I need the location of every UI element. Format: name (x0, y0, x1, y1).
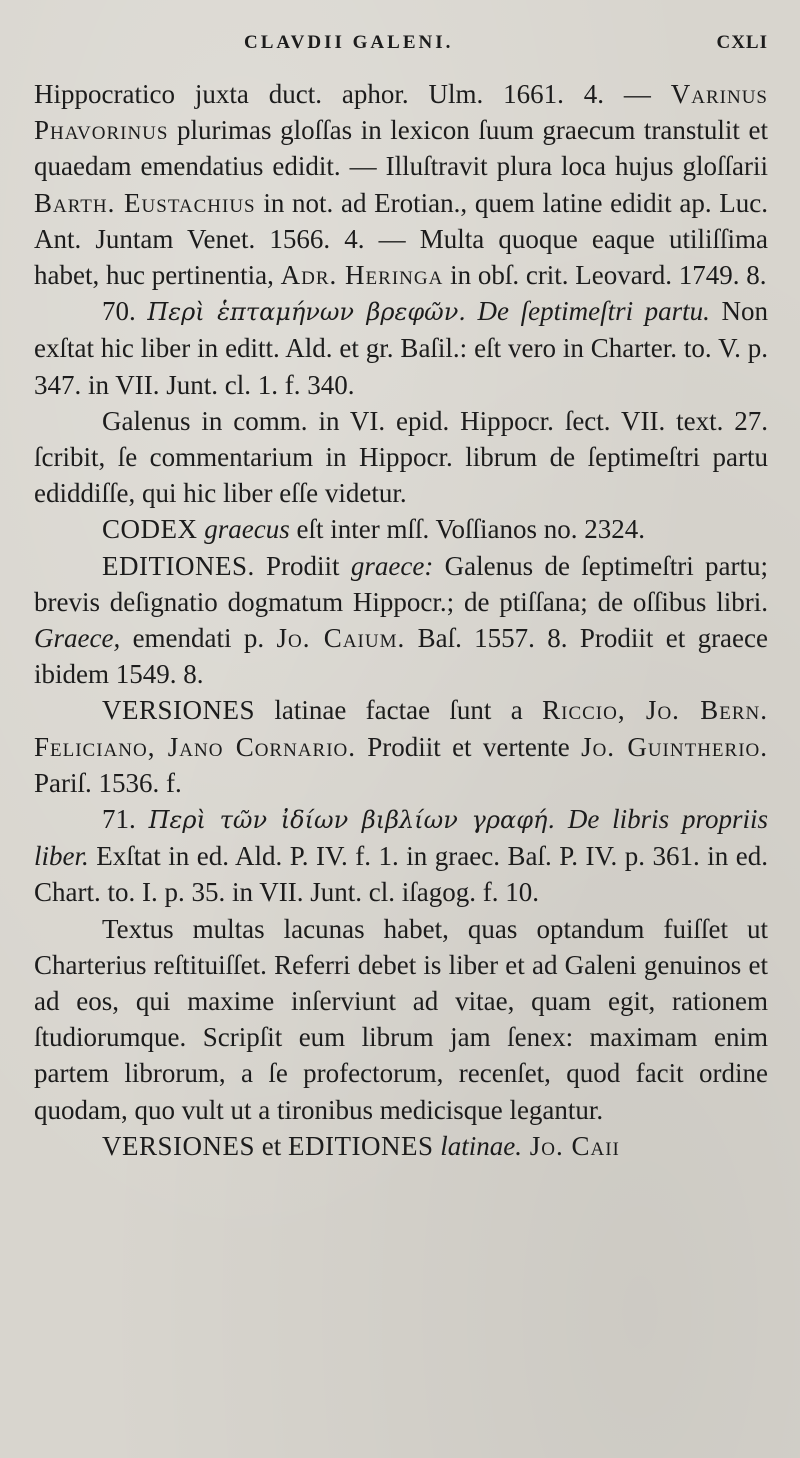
text-run: Hippocratico juxta duct. aphor. Ulm. 1661. 4. — (34, 79, 671, 109)
text-run: plurimas gloſſas in lexicon ſuum graecum transtulit et quaedam emendatius edidit. — Illuſtravit plura loca hujus gloſſarii (34, 115, 768, 182)
text-run: Pariſ. 1536. f. (34, 767, 182, 798)
paragraph-versiones (34, 692, 768, 801)
italic-text: graecus (197, 514, 290, 545)
text-run: Baſ. 1557. 8. Prodiit et graece ibidem 1549. 8. (34, 623, 768, 690)
body-text (34, 76, 768, 1164)
section-heading: EDITIONES. (102, 550, 255, 581)
paragraph-textus: Textus multas lacunas habet, quas optandum fuiſſet ut Charterius reſtituiſſet. Referri debet is liber et ad Galeni genuinos et ad eos, qui maxime inſerviunt ad vitae, quam egit, rationem ſtudiorumque. Scripſit eum librum jam ſenex: maximam enim partem librorum, a ſe profectorum, recenſet, quod facit ordine quodam, quo vult ut a tironibus medicisque legantur. (34, 913, 768, 1125)
page-number: CXLI (716, 32, 768, 53)
text-run: et (255, 1130, 289, 1161)
section-heading: EDITIONES (288, 1130, 434, 1161)
author-name: Varinus Phavorinus (34, 79, 768, 146)
text-run: Prodiit (254, 550, 351, 581)
greek-title: Περὶ ἑπταμήνων βρεφῶν. (147, 298, 466, 327)
section-heading: VERSIONES (102, 1130, 256, 1161)
entry-number: 71. (102, 804, 149, 835)
entry-number: 70. (102, 296, 148, 327)
paragraph-galenus-comm: Galenus in comm. in VI. epid. Hippocr. ſect. VII. text. 27. ſcribit, ſe commentarium in Hippocr. librum de ſeptimeſtri partu ediddiſſe, qui hic liber eſſe videtur. (34, 405, 768, 509)
entry-70 (34, 293, 768, 403)
page-header (34, 24, 768, 64)
text-run: Galenus de ſeptimeſtri partu; brevis deſignatio dogmatum Hippocr.; de ptiſſana; de oſſibus libri. (34, 550, 769, 617)
paragraph-editiones (34, 548, 768, 693)
section-heading: CODEX (102, 514, 198, 545)
latin-title: De ſeptimeſtri partu. (465, 296, 710, 327)
latin-title: De libris propriis liber. (34, 804, 768, 872)
author-name: Adr. Heringa (280, 260, 444, 291)
text-run: Non exſtat hic liber in editt. Ald. et gr. Baſil.: eſt vero in Charter. to. V. p. 347. in VII. Junt. cl. 1. f. 340. (34, 296, 769, 400)
italic-text: graece: (350, 550, 434, 581)
paragraph-varinus (34, 76, 768, 293)
greek-title: Περὶ τῶν ἰδίων βιβλίων γραφή. (148, 806, 555, 835)
text-run: eſt inter mſſ. Voſſianos no. 2324. (289, 514, 645, 545)
text-run: in not. ad Erotian., quem latine edidit ap. Luc. Ant. Juntam Venet. 1566. 4. — Multa quoque eaque utiliſſima habet, huc pertinentia, (34, 187, 768, 291)
author-name: Jo. Guintherio. (581, 731, 768, 762)
text-run: latinae factae ſunt a (255, 695, 543, 726)
entry-71 (34, 801, 768, 911)
author-name: Jo. Caium. (276, 623, 406, 654)
running-head: CLAVDII GALENI. (244, 32, 454, 53)
italic-text: latinae. (433, 1130, 522, 1161)
paragraph-codex (34, 511, 768, 547)
text-run: Prodiit et vertente (356, 731, 582, 762)
author-name: Riccio, Jo. Bern. Feliciano, Jano Cornario. (34, 695, 769, 762)
text-run: in obſ. crit. Leovard. 1749. 8. (443, 260, 767, 291)
paragraph-versiones-editiones (34, 1128, 768, 1164)
text-run: Exſtat in ed. Ald. P. IV. f. 1. in graec. Baſ. P. IV. p. 361. in ed. Chart. to. I. p. 35. in VII. Junt. cl. iſagog. f. 10. (34, 841, 768, 908)
section-heading: VERSIONES (102, 695, 256, 726)
text-run: emendati p. (120, 623, 277, 654)
italic-text: Graece, (34, 623, 121, 654)
author-name: Jo. Caii (522, 1130, 620, 1161)
author-name: Barth. Eustachius (34, 187, 256, 218)
